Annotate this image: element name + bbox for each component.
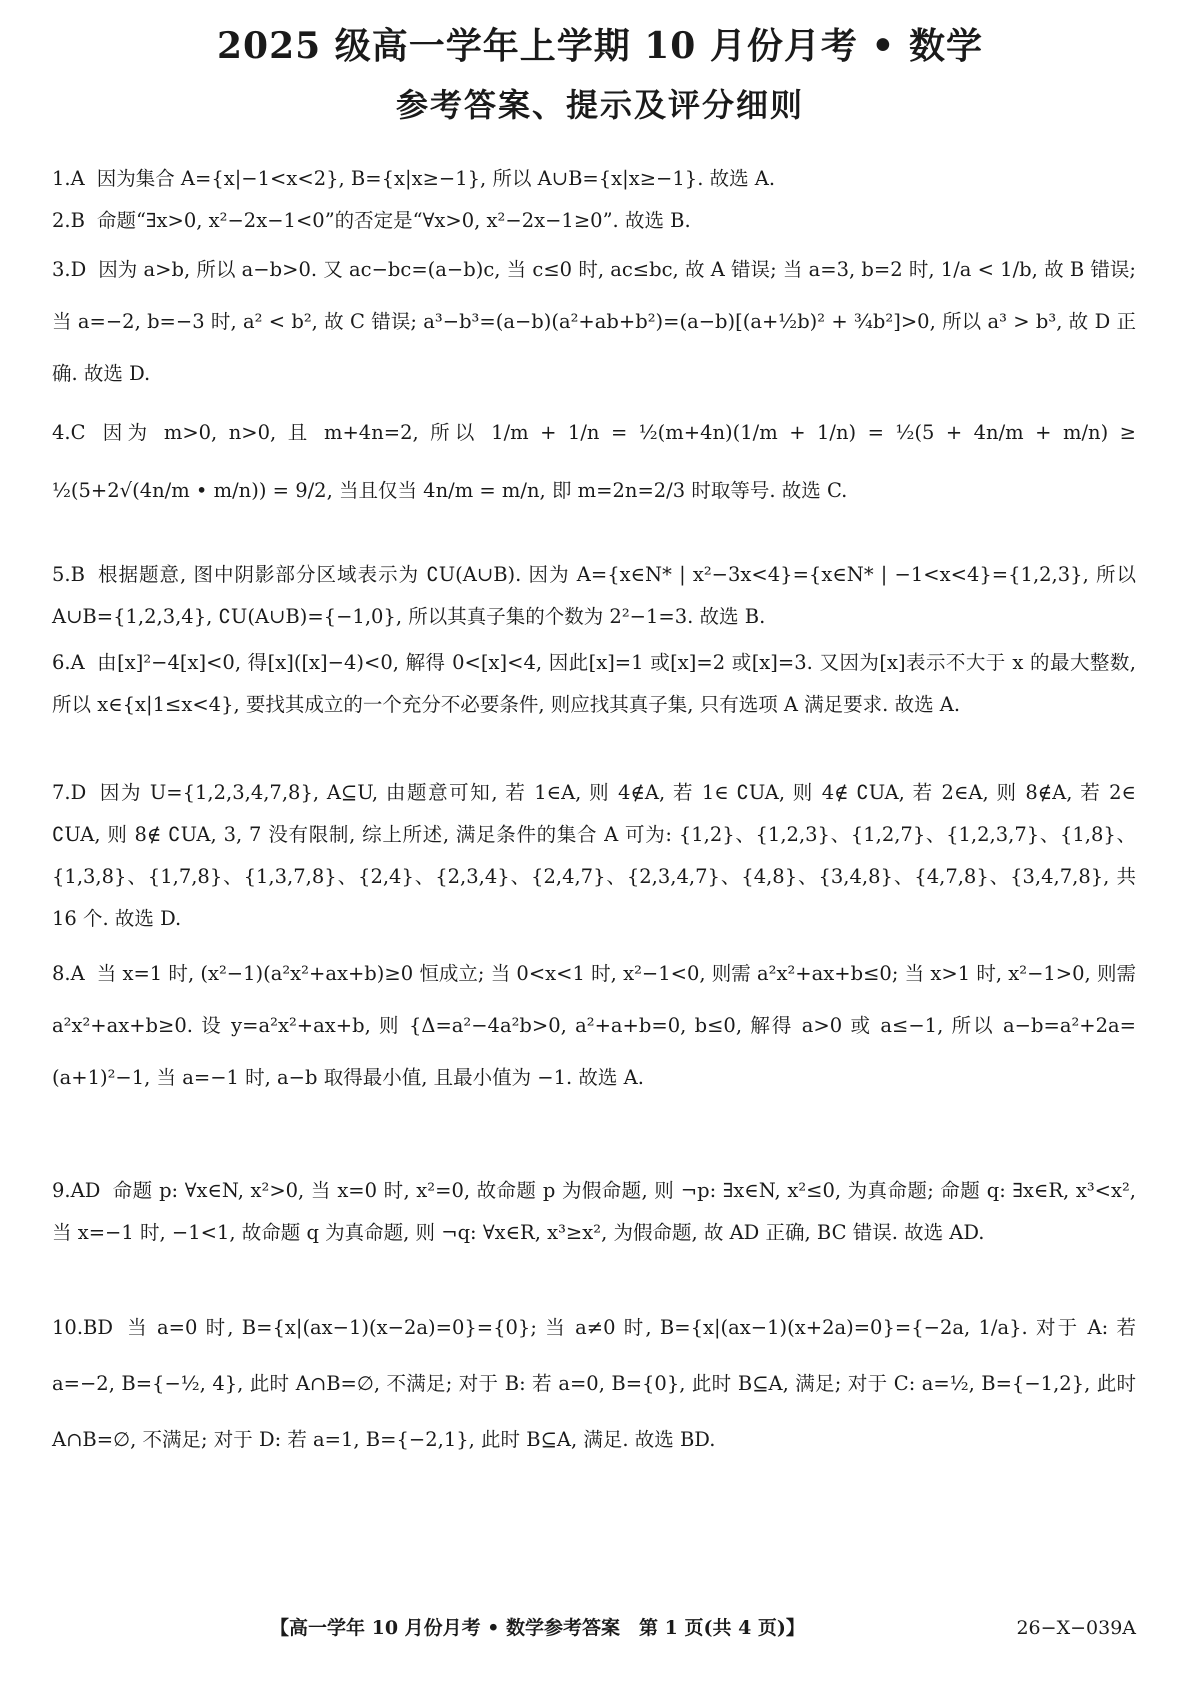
item-number: 4.: [52, 421, 71, 444]
item-text: 根据题意, 图中阴影部分区域表示为 ∁U(A∪B). 因为 A={x∈N* | x²−3x<4}={x∈N* | −1<x<4}={1,2,3}, 所以 A∪B={1,2,3,4}, ∁U(A∪B)={−1,0}, 所以其真子集的个数为 2²−1=3. 故选 B.: [52, 563, 1136, 628]
item-number: 10.: [52, 1316, 84, 1339]
answer-item-5: [52, 554, 1136, 642]
item-number: 7.: [52, 781, 71, 804]
item-number: 3.: [52, 258, 71, 281]
item-text: 命题“∃x>0, x²−2x−1<0”的否定是“∀x>0, x²−2x−1≥0”. 故选 B.: [96, 209, 691, 232]
footer-code: 26−X−039A: [1016, 1617, 1136, 1639]
item-answer: D: [70, 781, 87, 804]
answer-item-6: [52, 642, 1136, 772]
answer-item-10: [52, 1300, 1136, 1500]
item-text: 因为 a>b, 所以 a−b>0. 又 ac−bc=(a−b)c, 当 c≤0 时, ac≤bc, 故 A 错误; 当 a=3, b=2 时, 1/a < 1/b, 故 B 错误; 当 a=−2, b=−3 时, a² < b², 故 C 错误; a³−b³=(a−b)(a²+ab+b²)=(a−b)[(a+½b)² + ¾b²]>0, 所以 a³ > b³, 故 D 正确. 故选 D.: [52, 258, 1136, 385]
page-footer: [0, 1610, 1136, 1646]
item-number: 5.: [52, 563, 71, 586]
page-title: 2025 级高一学年上学期 10 月份月考 • 数学: [217, 25, 983, 67]
item-number: 8.: [52, 962, 71, 985]
item-answer: B: [70, 563, 85, 586]
item-answer: D: [70, 258, 87, 281]
item-number: 2.: [52, 209, 71, 232]
item-answer: C: [70, 421, 86, 444]
answer-list: [52, 158, 1136, 1500]
item-text: 当 x=1 时, (x²−1)(a²x²+ax+b)≥0 恒成立; 当 0<x<1 时, x²−1<0, 则需 a²x²+ax+b≤0; 当 x>1 时, x²−1>0, 则需 a²x²+ax+b≥0. 设 y=a²x²+ax+b, 则 {Δ=a²−4a²b>0, a²+a+b=0, b≤0, 解得 a>0 或 a≤−1, 所以 a−b=a²+2a=(a+1)²−1, 当 a=−1 时, a−b 取得最小值, 且最小值为 −1. 故选 A.: [52, 962, 1136, 1089]
item-text: 当 a=0 时, B={x|(ax−1)(x−2a)=0}={0}; 当 a≠0 时, B={x|(ax−1)(x+2a)=0}={−2a, 1/a}. 对于 A: 若 a=−2, B={−½, 4}, 此时 A∩B=∅, 不满足; 对于 B: 若 a=0, B={0}, 此时 B⊆A, 满足; 对于 C: a=½, B={−1,2}, 此时 A∩B=∅, 不满足; 对于 D: 若 a=1, B={−2,1}, 此时 B⊆A, 满足. 故选 BD.: [52, 1316, 1136, 1451]
item-text: 因为 U={1,2,3,4,7,8}, A⊆U, 由题意可知, 若 1∈A, 则 4∉A, 若 1∈ ∁UA, 则 4∉ ∁UA, 若 2∈A, 则 8∉A, 若 2∈ ∁UA, 则 8∉ ∁UA, 3, 7 没有限制, 综上所述, 满足条件的集合 A 可为: {1,2}、{1,2,3}、{1,2,7}、{1,2,3,7}、{1,8}、{1,3,8}、{1,7,8}、{1,3,7,8}、{2,4}、{2,3,4}、{2,4,7}、{2,3,4,7}、{4,8}、{3,4,8}、{4,7,8}、{3,4,7,8}, 共 16 个. 故选 D.: [52, 781, 1136, 930]
item-text: 由[x]²−4[x]<0, 得[x]([x]−4)<0, 解得 0<[x]<4, 因此[x]=1 或[x]=2 或[x]=3. 又因为[x]表示不大于 x 的最大整数, 所以 x∈{x|1≤x<4}, 要找其成立的一个充分不必要条件, 则应找其真子集, 只有选项 A 满足要求. 故选 A.: [52, 651, 1136, 716]
item-answer: A: [70, 651, 85, 674]
answer-item-9: [52, 1170, 1136, 1300]
item-number: 9.: [52, 1179, 71, 1202]
answer-item-2: [52, 200, 1136, 244]
item-text: 因为集合 A={x|−1<x<2}, B={x|x≥−1}, 所以 A∪B={x|x≥−1}. 故选 A.: [96, 167, 776, 190]
page-subtitle: 参考答案、提示及评分细则: [395, 86, 804, 124]
answer-item-4: [52, 404, 1136, 554]
item-text: 命题 p: ∀x∈N, x²>0, 当 x=0 时, x²=0, 故命题 p 为假命题, 则 ¬p: ∃x∈N, x²≤0, 为真命题; 命题 q: ∃x∈R, x³<x², 当 x=−1 时, −1<1, 故命题 q 为真命题, 则 ¬q: ∀x∈R, x³≥x², 为假命题, 故 AD 正确, BC 错误. 故选 AD.: [52, 1179, 1136, 1244]
item-answer: A: [70, 962, 85, 985]
answer-item-8: [52, 948, 1136, 1170]
item-answer: B: [70, 209, 85, 232]
item-number: 6.: [52, 651, 71, 674]
answer-item-7: [52, 772, 1136, 948]
item-text: 因为 m>0, n>0, 且 m+4n=2, 所以 1/m + 1/n = ½(m+4n)(1/m + 1/n) = ½(5 + 4n/m + m/n) ≥ ½(5+2√(4n/m • m/n)) = 9/2, 当且仅当 4n/m = m/n, 即 m=2n=2/3 时取等号. 故选 C.: [52, 421, 1136, 502]
item-number: 1.: [52, 167, 71, 190]
item-answer: BD: [83, 1316, 113, 1339]
item-answer: AD: [70, 1179, 101, 1202]
answer-item-3: [52, 244, 1136, 404]
item-answer: A: [70, 167, 85, 190]
footer-text: 【高一学年 10 月份月考 • 数学参考答案 第 1 页(共 4 页)】: [270, 1617, 805, 1639]
answer-item-1: [52, 158, 1136, 200]
